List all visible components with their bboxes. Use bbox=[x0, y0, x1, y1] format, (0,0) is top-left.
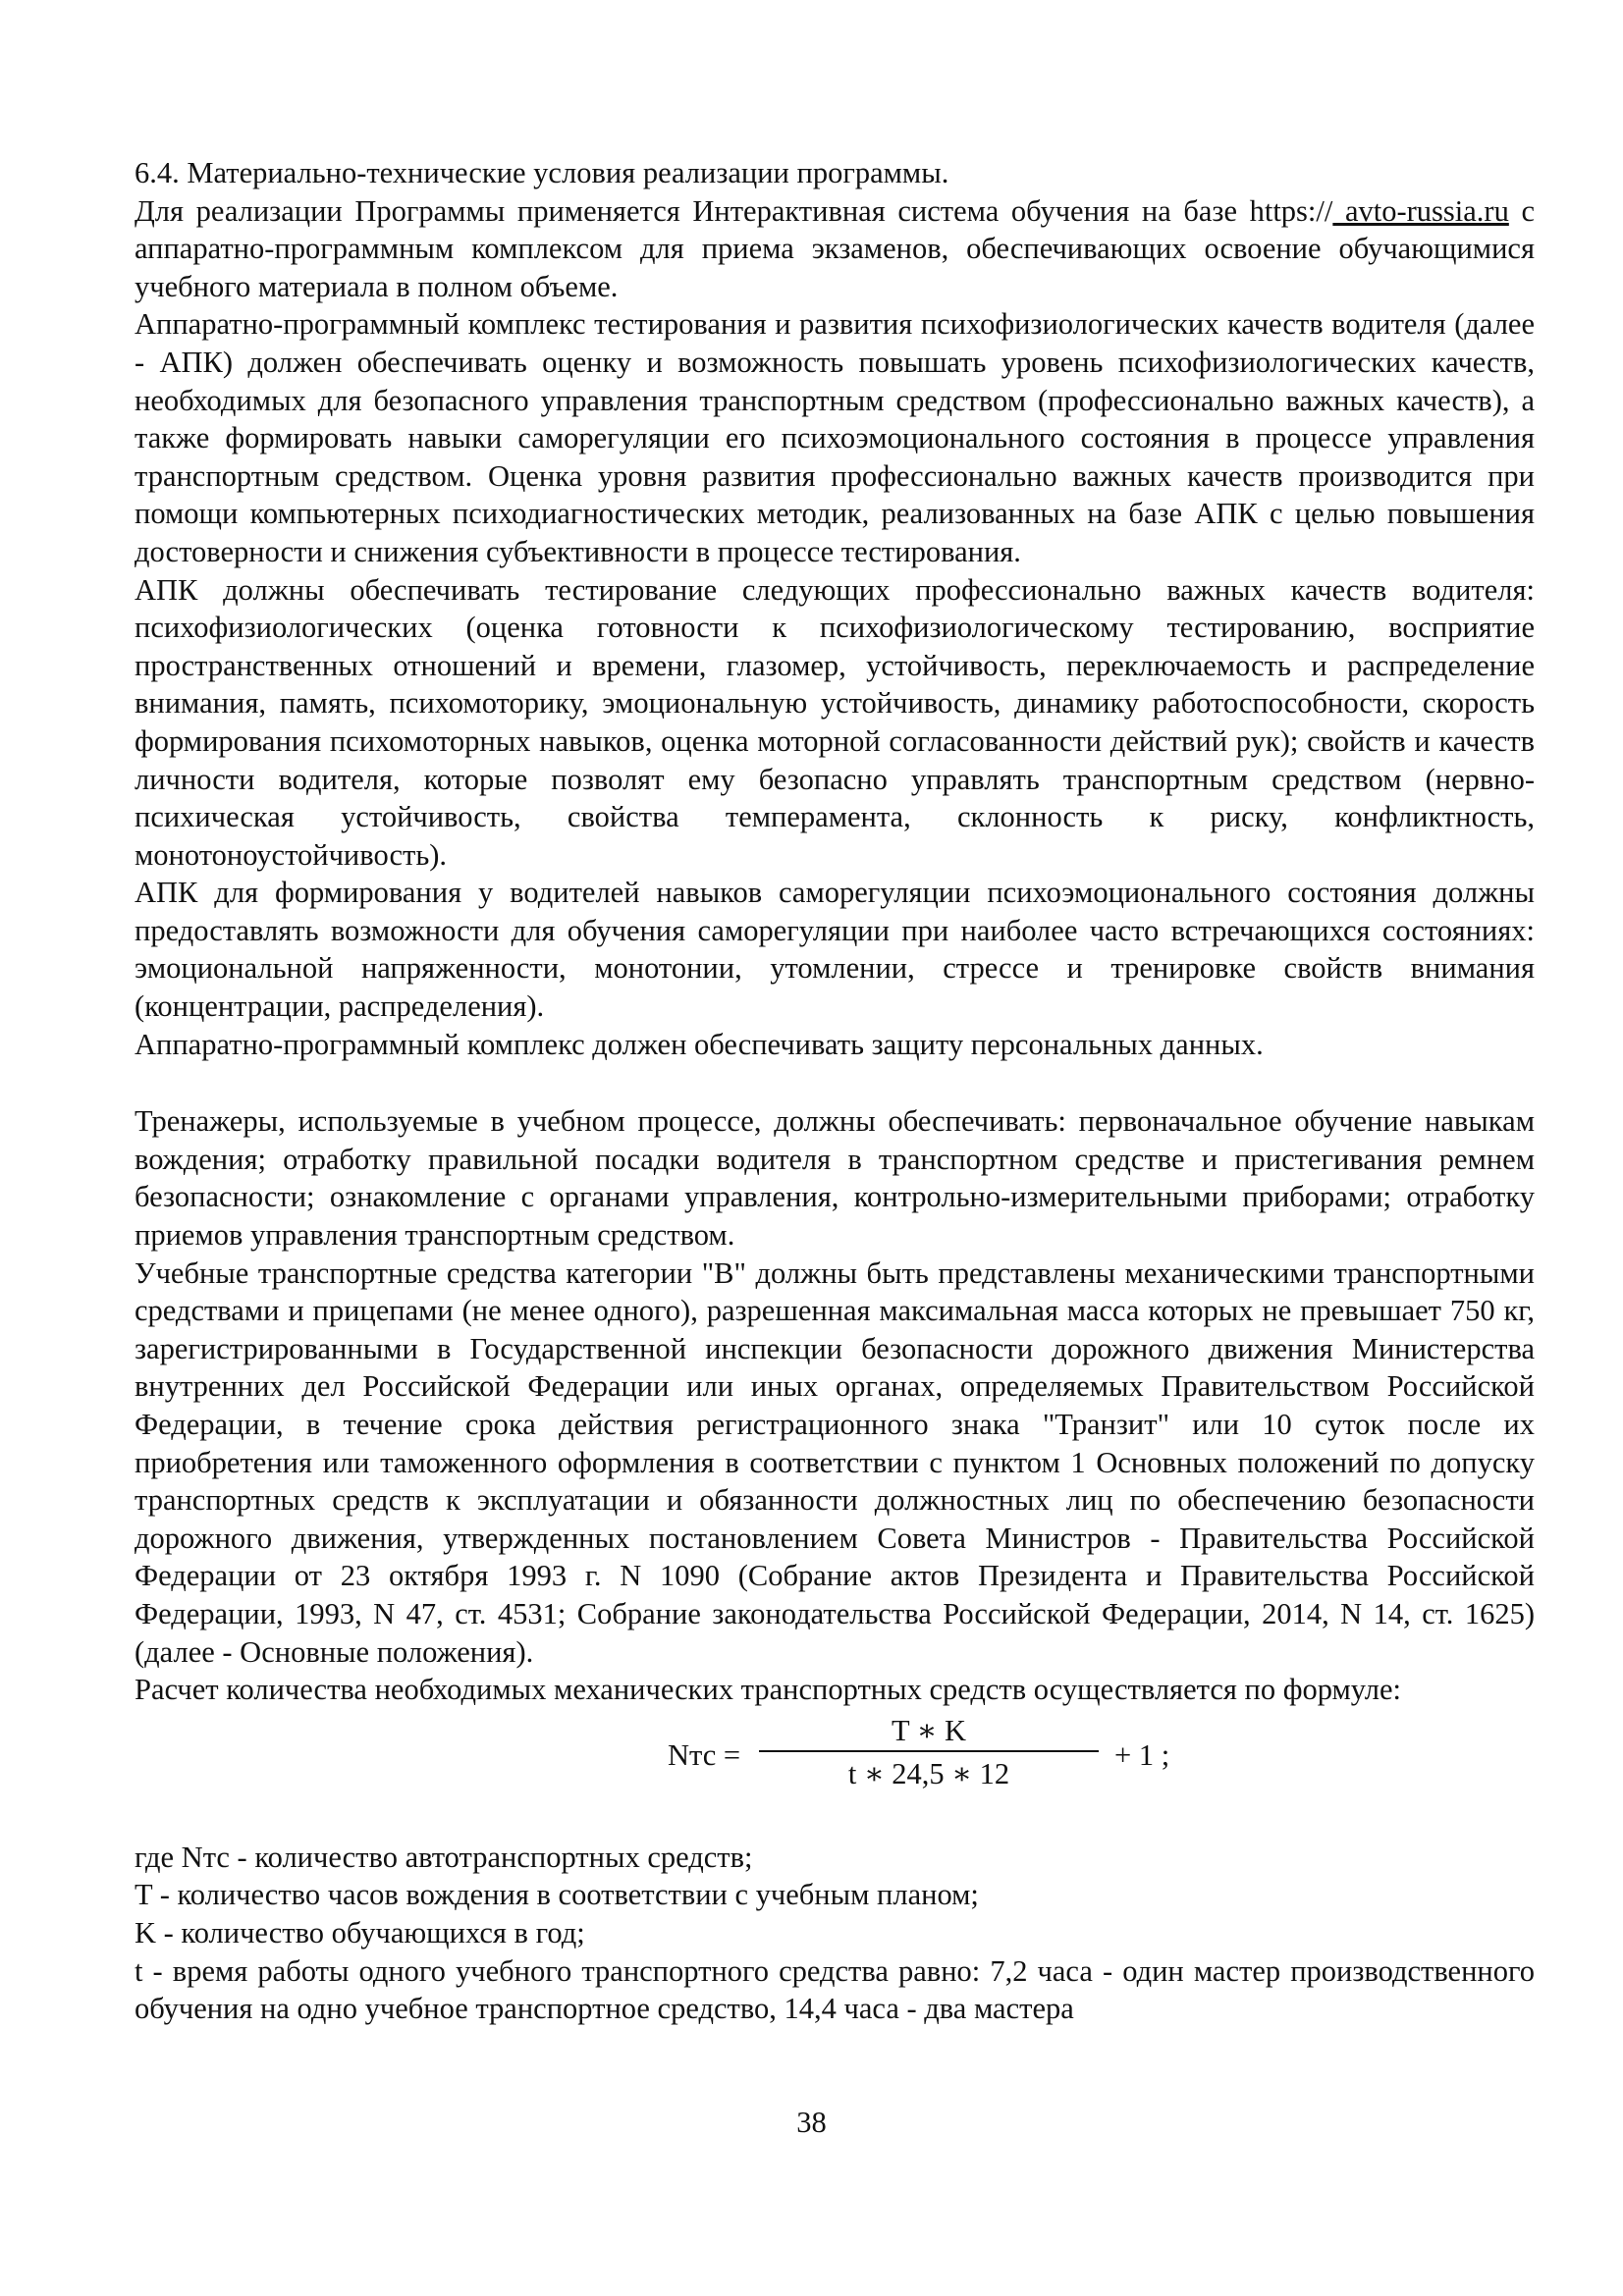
paragraph-vehicles: Учебные транспортные средства категории "B" должны быть представлены механическими транспортными средствами и прицепами (не менее одного), разрешенная максимальная масса которых не превышает 750 кг, зарегистрированными в Государственной инспекции безопасности дорожного движения Министерства внутренних дел Российской Федерации или иных органах, определяемых Правительством Российской Федерации, в течение срока действия регистрационного знака "Транзит" или 10 суток после их приобретения или таможенного оформления в соответствии с пунктом 1 Основных положений по допуску транспортных средств к эксплуатации и обязанности должностных лиц по обеспечению безопасности дорожного движения, утвержденных постановлением Совета Министров - Правительства Российской Федерации от 23 октября 1993 г. N 1090 (Собрание актов Президента и Правительства Российской Федерации, 1993, N 47, ст. 4531; Собрание законодательства Российской Федерации, 2014, N 14, ст. 1625) (далее - Основные положения). bbox=[135, 1255, 1535, 1669]
vehicle-count-formula bbox=[135, 1713, 1535, 1807]
formula-fraction bbox=[759, 1713, 1099, 1791]
formula-rhs: + 1 ; bbox=[1114, 1737, 1170, 1772]
definition-t-work-time: t - время работы одного учебного транспортного средства равно: 7,2 часа - один мастер производственного обучения на одно учебное транспортное средство, 14,4 часа - два мастера bbox=[135, 1953, 1535, 2026]
definition-k-students: K - количество обучающихся в год; bbox=[135, 1915, 585, 1949]
page-number: 38 bbox=[796, 2106, 827, 2139]
paragraph-apk-description: Аппаратно-программный комплекс тестирования и развития психофизиологических качеств водителя (далее - АПК) должен обеспечивать оценку и возможность повышать уровень психофизиологических качеств, необходимых для безопасного управления транспортным средством (профессионально важных качеств), а также формировать навыки саморегуляции его психоэмоционального состояния в процессе управления транспортным средством. Оценка уровня развития профессионально важных качеств производится при помощи компьютерных психодиагностических методик, реализованных на базе АПК с целью повышения достоверности и снижения субъективности в процессе тестирования. bbox=[135, 307, 1535, 568]
section-heading: 6.4. Материально-технические условия реализации программы. bbox=[135, 156, 949, 189]
paragraph-formula-intro: Расчет количества необходимых механических транспортных средств осуществляется по формуле: bbox=[135, 1673, 1401, 1707]
fraction-bar bbox=[759, 1750, 1099, 1752]
paragraph-apk-testing: АПК должны обеспечивать тестирование следующих профессионально важных качеств водителя: психофизиологических (оценка готовности к психофизиологическому тестированию, восприятие пространственных отношений и времени, глазомер, устойчивость, переключаемость и распределение внимания, память, психомоторику, эмоциональную устойчивость, динамику работоспособности, скорость формирования психомоторных навыков, оценка моторной согласованности действий рук); свойств и качеств личности водителя, которые позволят ему безопасно управлять транспортным средством (нервно-психическая устойчивость, свойства темперамента, склонность к риску, конфликтность, монотоноустойчивость). bbox=[135, 572, 1535, 872]
definition-t-hours: T - количество часов вождения в соответствии с учебным планом; bbox=[135, 1878, 979, 1912]
paragraph-apk-selfregulation: АПК для формирования у водителей навыков саморегуляции психоэмоционального состояния должны предоставлять возможности для обучения саморегуляции при наиболее часто встречающихся состояниях: эмоциональной напряженности, монотонии, утомлении, стрессе и тренировке свойств внимания (концентрации, распределения). bbox=[135, 876, 1535, 1024]
site-link[interactable]: avto-russia.ru bbox=[1332, 193, 1509, 228]
paragraph-data-protection: Аппаратно-программный комплекс должен обеспечивать защиту персональных данных. bbox=[135, 1027, 1264, 1061]
paragraph-platform-end: с аппаратно-программным комплексом для приема экзаменов, обеспечивающих освоение обучающимися учебного материала в полном объеме. bbox=[135, 193, 1535, 303]
definition-ntc: где Nтс - количество автотранспортных средств; bbox=[135, 1840, 753, 1874]
formula-lhs: Nтс = bbox=[668, 1737, 741, 1772]
paragraph-platform-start: Для реализации Программы применяется Интерактивная система обучения на базе https:// bbox=[135, 193, 1333, 228]
formula-numerator: T ∗ K bbox=[891, 1713, 967, 1747]
page-text-body bbox=[135, 154, 1535, 2028]
paragraph-platform bbox=[135, 192, 1535, 306]
formula-denominator: t ∗ 24,5 ∗ 12 bbox=[847, 1756, 1010, 1790]
paragraph-gap bbox=[135, 1063, 1535, 1102]
paragraph-simulators: Тренажеры, используемые в учебном процессе, должны обеспечивать: первоначальное обучение навыкам вождения; отработку правильной посадки водителя в транспортном средстве и пристегивания ремнем безопасности; ознакомление с органами управления, контрольно-измерительными приборами; отработку приемов управления транспортным средством. bbox=[135, 1104, 1535, 1253]
